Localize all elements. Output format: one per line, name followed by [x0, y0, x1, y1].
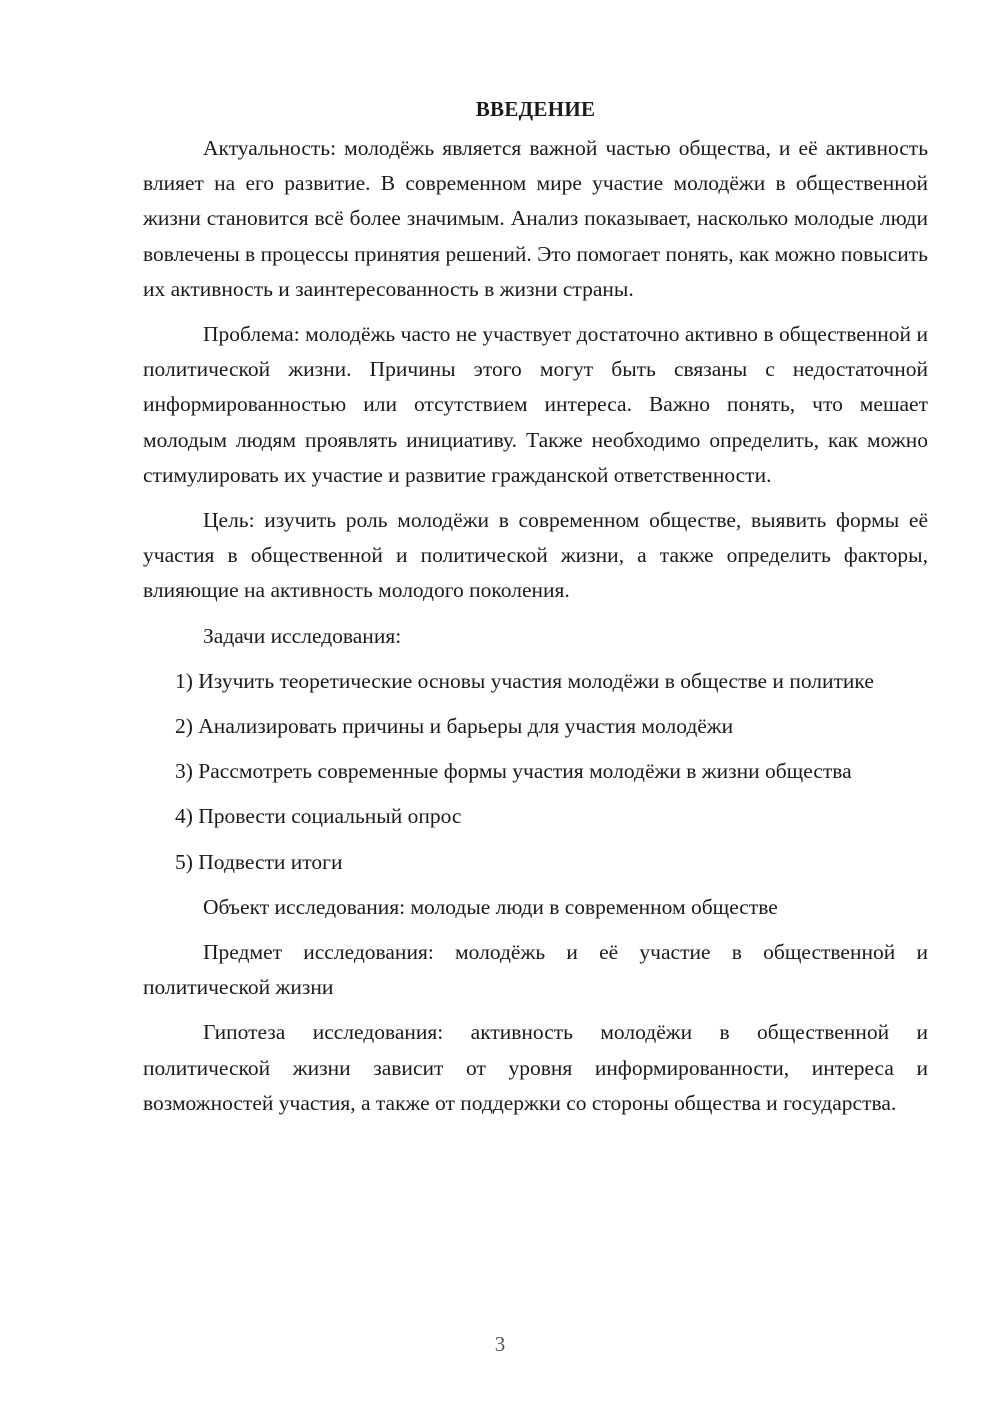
task-item-5: 5) Подвести итоги	[175, 849, 343, 874]
paragraph-hypothesis: Гипотеза исследования: активность молодёжи в общественной и политической жизни зависит от уровня информированности, интереса и возможностей участия, а также от поддержки со стороны общества и государства.	[143, 1020, 928, 1115]
paragraph-subject: Предмет исследования: молодёжь и её участие в общественной и политической жизни	[143, 940, 928, 1000]
paragraph-goal: Цель: изучить роль молодёжи в современном обществе, выявить формы её участия в общественной и политической жизни, а также определить факторы, влияющие на активность молодого поколения.	[143, 508, 928, 603]
paragraph-object: Объект исследования: молодые люди в современном обществе	[203, 894, 778, 919]
paragraph-tasks-heading: Задачи исследования:	[203, 623, 402, 648]
page-title: ВВЕДЕНИЕ	[475, 97, 596, 121]
task-item-4: 4) Провести социальный опрос	[175, 804, 462, 829]
paragraph-relevance: Актуальность: молодёжь является важной частью общества, и её активность влияет на его развитие. В современном мире участие молодёжи в общественной жизни становится всё более значимым. Анализ показывает, насколько молодые люди вовлечены в процессы принятия решений. Это помогает понять, как можно повысить их активность и заинтересованность в жизни страны.	[143, 136, 928, 301]
paragraph-problem: Проблема: молодёжь часто не участвует достаточно активно в общественной и политической жизни. Причины этого могут быть связаны с недостаточной информированностью или отсутствием интереса. Важно понять, что мешает молодым людям проявлять инициативу. Также необходимо определить, как можно стимулировать их участие и развитие гражданской ответственности.	[143, 322, 928, 487]
task-item-1: 1) Изучить теоретические основы участия молодёжи в обществе и политике	[175, 668, 874, 693]
task-item-2: 2) Анализировать причины и барьеры для участия молодёжи	[175, 714, 734, 739]
page-number: 3	[494, 1332, 506, 1356]
document-page	[143, 92, 928, 1131]
task-item-3: 3) Рассмотреть современные формы участия молодёжи в жизни общества	[175, 759, 852, 784]
